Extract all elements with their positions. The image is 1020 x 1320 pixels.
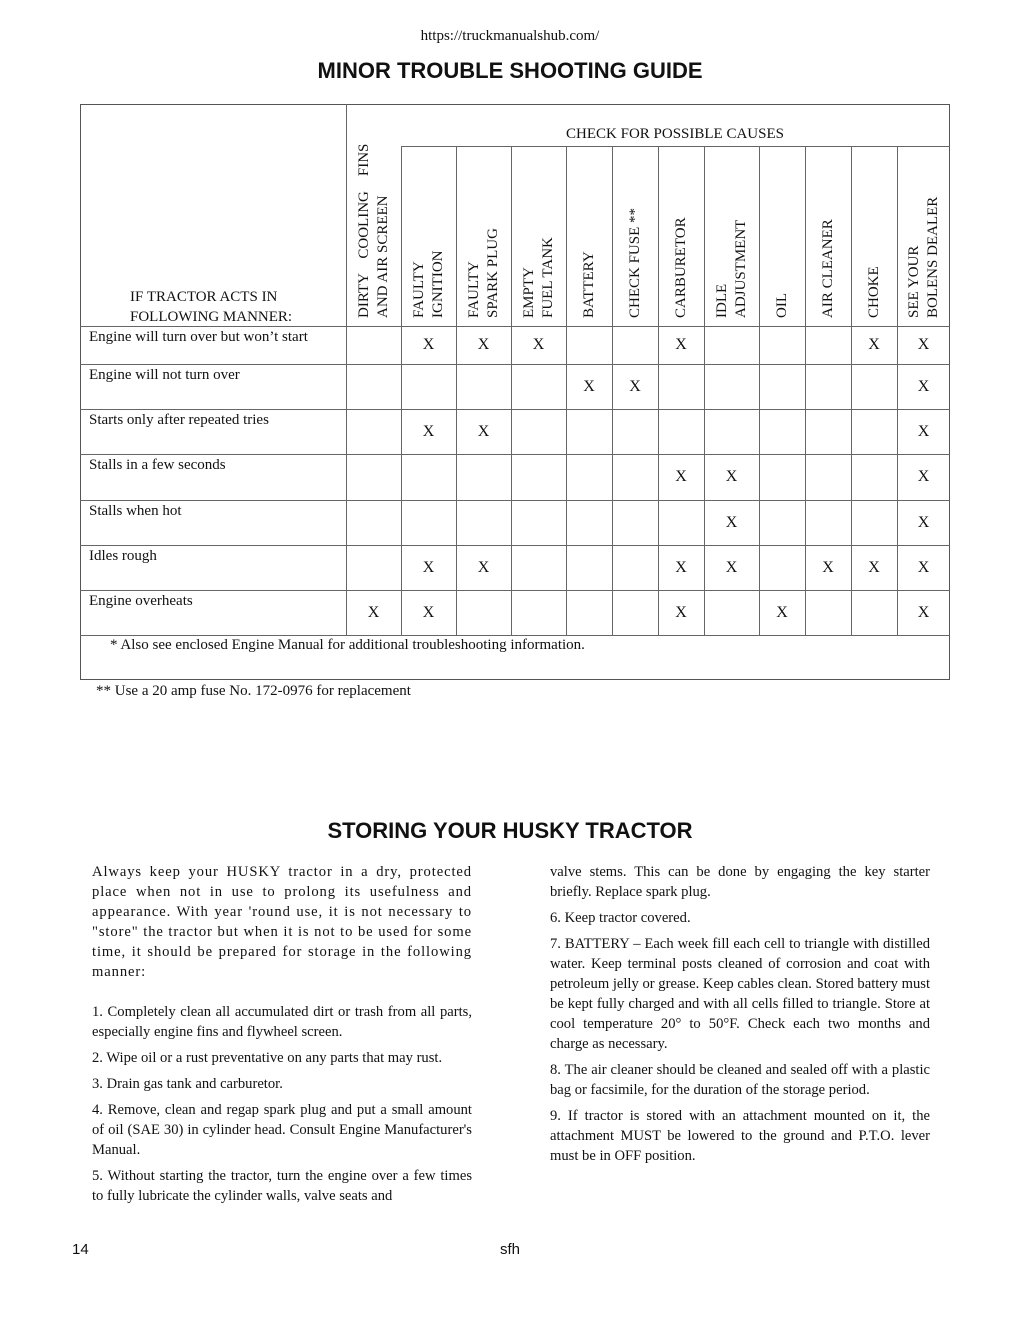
cause-mark: X bbox=[917, 603, 930, 621]
cause-mark: X bbox=[629, 377, 641, 395]
cause-mark: X bbox=[868, 336, 880, 353]
column-header bbox=[819, 219, 838, 318]
grid-vline bbox=[658, 146, 659, 635]
column-header-line: BATTERY bbox=[580, 251, 597, 318]
column-header-line: SEE YOUR bbox=[905, 245, 922, 318]
cause-mark: X bbox=[917, 513, 930, 531]
storage-column-left bbox=[92, 862, 472, 1212]
column-header bbox=[465, 228, 503, 318]
column-header bbox=[626, 208, 645, 318]
column-header bbox=[580, 251, 599, 318]
storage-step-5-continued: valve stems. This can be done by engaging the key starter briefly. Replace spark plug. bbox=[550, 864, 930, 900]
symptom-label: Engine will not turn over bbox=[89, 367, 240, 383]
grid-hline bbox=[401, 146, 950, 147]
column-header bbox=[672, 217, 691, 318]
storage-column-right bbox=[550, 862, 930, 1172]
storage-step-7: 7. BATTERY – Each week fill each cell to triangle with distilled water. Keep terminal posts cleaned of corrosion and coat with petroleum jelly or grease. Keep cables clean. Stored battery must be kept fully charged and with all cells filled to triangle. Store at cool temperature 20° to 50°F. Check each two months and charge as necessary. bbox=[550, 936, 930, 1052]
symptom-label: Starts only after repeated tries bbox=[89, 412, 269, 428]
cause-mark: X bbox=[477, 422, 490, 440]
cause-mark: X bbox=[477, 558, 490, 576]
column-header-line: OIL bbox=[773, 293, 790, 318]
storage-step-6: 6. Keep tractor covered. bbox=[550, 910, 691, 926]
cause-mark: X bbox=[477, 336, 490, 353]
cause-mark: X bbox=[675, 558, 687, 576]
cause-mark: X bbox=[367, 603, 380, 621]
column-header bbox=[905, 197, 943, 318]
column-header-line: IDLE bbox=[713, 283, 730, 318]
column-header-line: CARBURETOR bbox=[672, 217, 689, 318]
cause-mark: X bbox=[532, 336, 545, 353]
source-url[interactable]: https://truckmanualshub.com/ bbox=[420, 28, 600, 44]
column-header-line: DIRTY COOLING FINS bbox=[355, 143, 372, 318]
cause-mark: X bbox=[868, 558, 880, 576]
grid-hline bbox=[80, 500, 950, 501]
cause-mark: X bbox=[917, 377, 930, 395]
column-header-line: SPARK PLUG bbox=[484, 228, 501, 318]
page-number: 14 bbox=[72, 1241, 89, 1258]
grid-hline bbox=[80, 590, 950, 591]
column-header-line: FUEL TANK bbox=[539, 237, 556, 318]
grid-hline bbox=[80, 409, 950, 410]
grid-vline bbox=[401, 146, 402, 635]
grid-vline bbox=[566, 146, 567, 635]
cause-mark: X bbox=[422, 422, 435, 440]
cause-mark: X bbox=[917, 558, 930, 576]
cause-mark: X bbox=[422, 336, 435, 353]
column-header-line: AND AIR SCREEN bbox=[374, 195, 391, 318]
grid-vline bbox=[897, 146, 898, 635]
grid-hline bbox=[80, 635, 950, 636]
symptom-label: Stalls when hot bbox=[89, 503, 182, 519]
grid-hline bbox=[80, 364, 950, 365]
storage-step-8: 8. The air cleaner should be cleaned and sealed off with a plastic bag or facsimile, for the duration of the storage period. bbox=[550, 1062, 930, 1098]
column-header bbox=[773, 293, 792, 318]
symptom-label: Idles rough bbox=[89, 548, 157, 564]
column-header-line: CHOKE bbox=[865, 266, 882, 318]
column-header-line: CHECK FUSE ** bbox=[626, 207, 643, 318]
grid-hline bbox=[80, 454, 950, 455]
footnote-fuse: ** Use a 20 amp fuse No. 172-0976 for replacement bbox=[96, 683, 411, 699]
grid-vline bbox=[704, 146, 705, 635]
column-header-line: AIR CLEANER bbox=[819, 219, 836, 318]
cause-mark: X bbox=[675, 336, 687, 353]
column-header bbox=[713, 220, 751, 318]
footer-text: sfh bbox=[499, 1241, 520, 1258]
cause-mark: X bbox=[422, 558, 435, 576]
column-header-line: ADJUSTMENT bbox=[732, 219, 749, 318]
storage-step-4: 4. Remove, clean and regap spark plug and put a small amount of oil (SAE 30) in cylinder head. Consult Engine Manufacturer's Manual. bbox=[92, 1102, 472, 1158]
column-header bbox=[410, 251, 448, 318]
grid-vline bbox=[612, 146, 613, 635]
cause-mark: X bbox=[725, 513, 738, 531]
symptom-label: Engine overheats bbox=[89, 593, 193, 609]
storage-step-2: 2. Wipe oil or a rust preventative on any parts that may rust. bbox=[92, 1050, 443, 1066]
cause-mark: X bbox=[422, 603, 435, 621]
column-header-line: EMPTY bbox=[520, 267, 537, 318]
column-header-line: BOLENS DEALER bbox=[924, 196, 941, 318]
cause-mark: X bbox=[675, 468, 687, 485]
column-header bbox=[355, 144, 393, 318]
grid-vline bbox=[346, 104, 347, 635]
trouble-shooting-table bbox=[80, 104, 950, 680]
acts-header-line1: IF TRACTOR ACTS IN bbox=[130, 289, 278, 305]
cause-mark: X bbox=[725, 558, 738, 576]
symptom-label: Engine will turn over but won’t start bbox=[89, 329, 308, 345]
column-header bbox=[520, 237, 558, 318]
grid-vline bbox=[511, 146, 512, 635]
storage-intro: Always keep your HUSKY tractor in a dry, protected place when not in use to prolong its usefulness and appearance. With year 'round use, it is not necessary to "store" the tractor but when it is not to be used for some time, it should be prepared for storage in the following manner: bbox=[92, 864, 472, 980]
footnote-engine-manual: * Also see enclosed Engine Manual for additional troubleshooting information. bbox=[110, 637, 585, 653]
storage-step-1: 1. Completely clean all accumulated dirt or trash from all parts, especially engine fins and flywheel screen. bbox=[92, 1004, 472, 1040]
storage-step-3: 3. Drain gas tank and carburetor. bbox=[92, 1076, 283, 1092]
storage-title: STORING YOUR HUSKY TRACTOR bbox=[327, 818, 693, 843]
grid-hline bbox=[80, 545, 950, 546]
column-header-line: FAULTY bbox=[465, 261, 482, 318]
cause-mark: X bbox=[725, 468, 738, 485]
acts-header-line2: FOLLOWING MANNER: bbox=[130, 309, 293, 325]
cause-mark: X bbox=[822, 558, 834, 576]
grid-vline bbox=[759, 146, 760, 635]
grid-vline bbox=[805, 146, 806, 635]
acts-header bbox=[130, 287, 292, 327]
cause-mark: X bbox=[917, 468, 930, 485]
cause-mark: X bbox=[776, 603, 788, 621]
storage-step-9: 9. If tractor is stored with an attachment mounted on it, the attachment MUST be lowered to the ground and P.T.O. lever must be in OFF position. bbox=[550, 1108, 930, 1164]
page-title: MINOR TROUBLE SHOOTING GUIDE bbox=[317, 58, 703, 83]
causes-header: CHECK FOR POSSIBLE CAUSES bbox=[566, 126, 784, 142]
column-header bbox=[865, 266, 884, 318]
cause-mark: X bbox=[917, 422, 930, 440]
column-header-line: FAULTY bbox=[410, 261, 427, 318]
cause-mark: X bbox=[675, 603, 687, 621]
cause-mark: X bbox=[917, 336, 930, 353]
cause-mark: X bbox=[583, 377, 595, 395]
column-header-line: IGNITION bbox=[429, 250, 446, 318]
grid-vline bbox=[851, 146, 852, 635]
grid-vline bbox=[456, 146, 457, 635]
symptom-label: Stalls in a few seconds bbox=[89, 457, 226, 473]
storage-step-5: 5. Without starting the tractor, turn the engine over a few times to fully lubricate the cylinder walls, valve seats and bbox=[92, 1168, 472, 1204]
